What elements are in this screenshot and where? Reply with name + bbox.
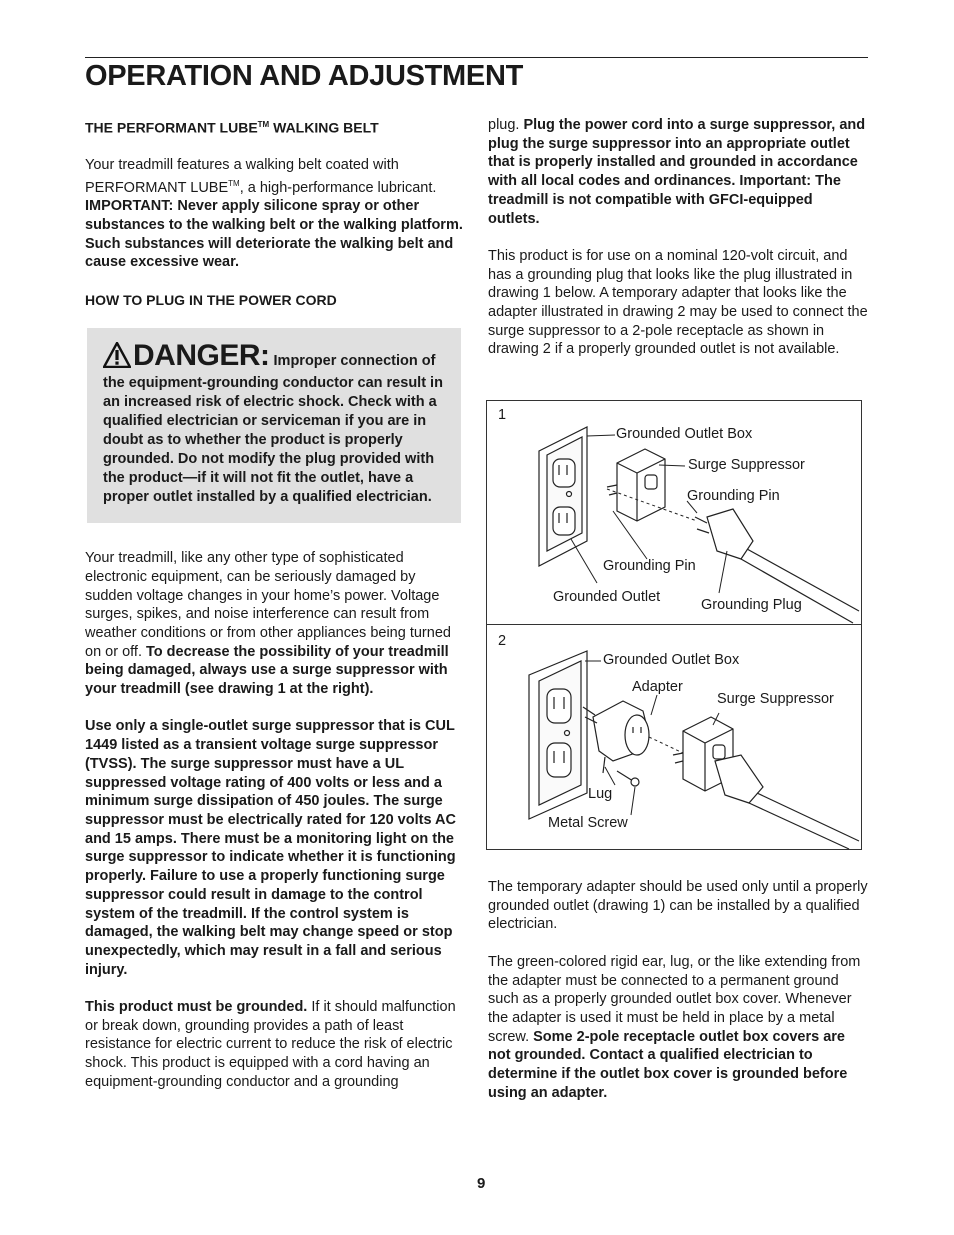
- ground-paragraph: This product must be grounded. If it should malfunction or break down, grounding provides a path of least resistance for electric current to reduce the risk of electric shock. This product is equipped with a cord having an equipment-grounding conductor and a grounding: [85, 999, 456, 1090]
- drawing-2-number: 2: [498, 633, 507, 649]
- label-metal-screw: Metal Screw: [548, 815, 628, 831]
- label-grounded-outlet-box-1: Grounded Outlet Box: [616, 426, 753, 442]
- page-number: 9: [477, 1175, 486, 1192]
- lug-paragraph: The green-colored rigid ear, lug, or the like extending from the adapter must be connected to a permanent ground such as a properly grounded outlet box cover. Whenever the adapter is used it must be held in place by a metal screw. Some 2-pole receptacle outlet box covers are not grounded. Contact a qualified electrician to determine if the outlet box cover is grounded before using an adapter.: [488, 953, 861, 1101]
- label-grounding-pin-bottom: Grounding Pin: [603, 558, 696, 574]
- drawing-divider: [487, 624, 861, 625]
- danger-box: [87, 328, 461, 523]
- danger-text: Improper connection of the equipment-grounding conductor can result in an increased risk of electric shock. Check with a qualified electrician or serviceman if you are in doubt as to whether the product is properly grounded. Do not modify the plug provided with the product—if it will not fit the outlet, have a proper outlet installed by a qualified electrician.: [103, 353, 443, 506]
- right-column-lower: [488, 878, 868, 1121]
- cord-heading: HOW TO PLUG IN THE POWER CORD: [85, 291, 337, 308]
- right-column: [488, 116, 868, 378]
- header-rule: [85, 57, 868, 58]
- label-grounded-outlet-box-2: Grounded Outlet Box: [603, 652, 740, 668]
- label-lug: Lug: [588, 786, 613, 802]
- label-grounded-outlet: Grounded Outlet: [553, 589, 661, 605]
- warning-triangle-icon: [103, 342, 131, 374]
- left-column: [85, 116, 467, 1110]
- surge-paragraph: Your treadmill, like any other type of sophisticated electronic equipment, can be seriously damaged by sudden voltage changes in your home’s power. Voltage surges, spikes, and noise interference can result from weather conditions or from other appliances being turned on or off. To decrease the possibility of your treadmill being damaged, always use a surge suppressor with your treadmill (see drawing 1 at the right).: [85, 550, 451, 698]
- drawing-1-number: 1: [498, 407, 507, 423]
- plug-drawings-art: [487, 401, 863, 851]
- plug-paragraph: plug. Plug the power cord into a surge suppressor, and plug the surge suppressor into an appropriate outlet that is properly installed and grounded in accordance with all local codes and ordinances. Important: The treadmill is not compatible with GFCI-equipped outlets.: [488, 117, 866, 227]
- label-surge-suppressor-2: Surge Suppressor: [717, 691, 834, 707]
- label-adapter: Adapter: [632, 679, 683, 695]
- adapter-paragraph: The temporary adapter should be used only until a properly grounded outlet (drawing 1) can be installed by a qualified electrician.: [488, 879, 868, 933]
- plug-drawings-figure: [486, 400, 862, 850]
- circuit-paragraph: This product is for use on a nominal 120-volt circuit, and has a grounding plug that looks like the plug illustrated in drawing 1 below. A temporary adapter that looks like the adapter illustrated in drawing 2 may be used to connect the surge suppressor to a 2-pole receptacle as shown in drawing 2 if a properly grounded outlet is not available.: [488, 247, 868, 358]
- belt-heading: THE PERFORMANT LUBE™ WALKING BELT: [85, 119, 379, 136]
- label-grounding-pin-top: Grounding Pin: [687, 488, 780, 504]
- suppressor-paragraph: Use only a single-outlet surge suppressor that is CUL 1449 listed as a transient voltage surge suppressor (TVSS). The surge suppressor must have a UL suppressed voltage rating of 400 volts or less and a minimum surge dissipation of 450 joules. The surge suppressor must be electrically rated for 120 volts AC and 15 amps. There must be a monitoring light on the surge suppressor to indicate whether it is functioning properly. Failure to use a properly functioning surge suppressor could result in damage to the control system of the treadmill. If the control system is damaged, the walking belt may change speed or stop unexpectedly, which may result in a fall and serious injury.: [85, 718, 456, 978]
- label-surge-suppressor-1: Surge Suppressor: [688, 457, 805, 473]
- page-title: OPERATION AND ADJUSTMENT: [85, 60, 524, 92]
- danger-label: DANGER:: [133, 339, 270, 373]
- belt-paragraph: Your treadmill features a walking belt coated with PERFORMANT LUBE™, a high-performance lubricant. IMPORTANT: Never apply silicone spray or other substances to the walking belt or the walking platform. Such substances will deteriorate the walking belt and cause excessive wear.: [85, 157, 463, 271]
- label-grounding-plug: Grounding Plug: [701, 597, 802, 613]
